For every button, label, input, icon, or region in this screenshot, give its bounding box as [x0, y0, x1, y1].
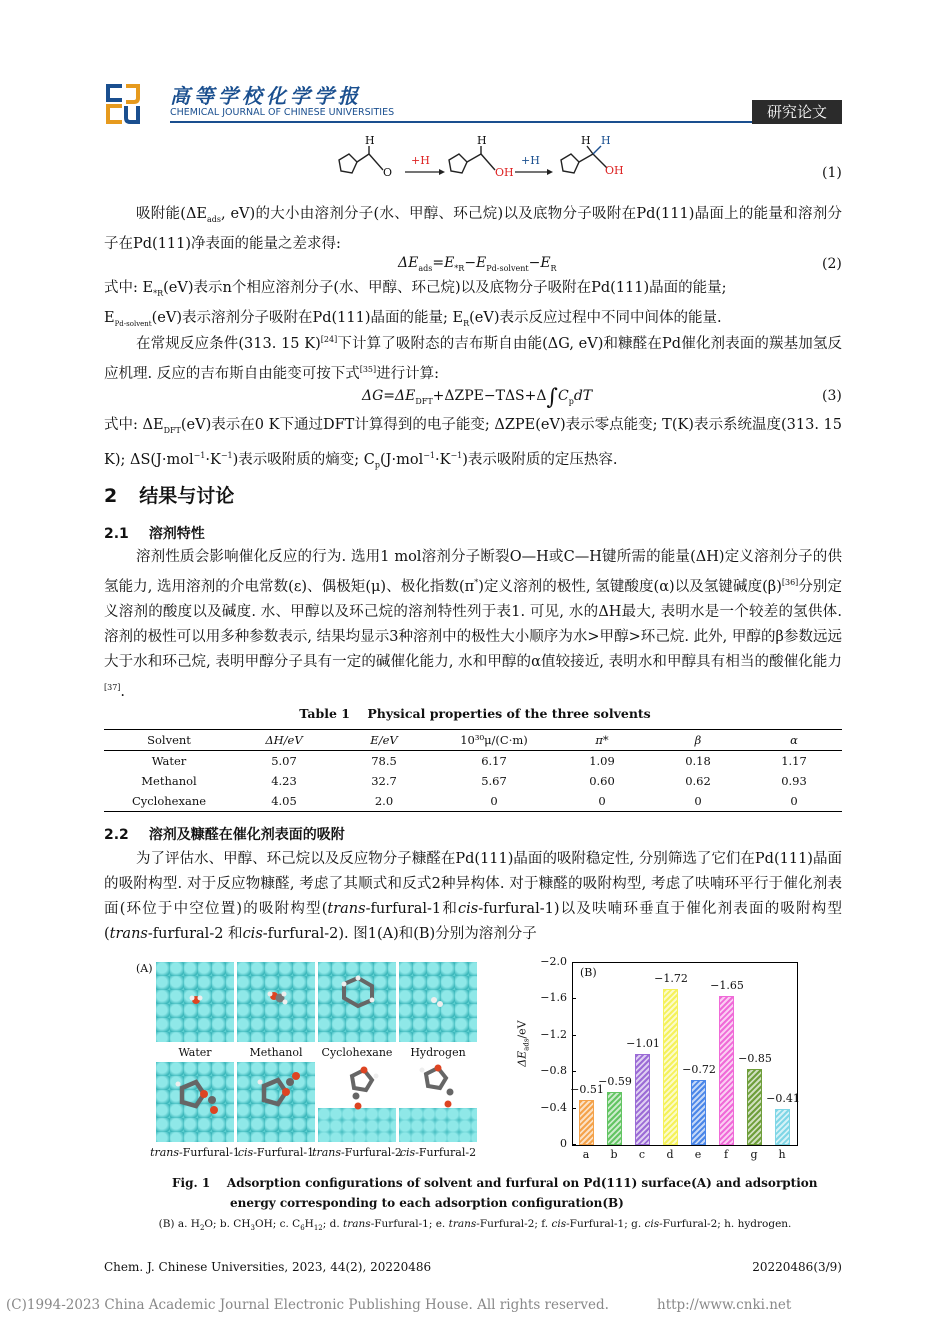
- subsection-heading-2-2: 2.2 溶剂及糠醛在催化剂表面的吸附: [104, 827, 345, 843]
- table-1-caption: Table 1 Physical properties of the three solvents: [299, 706, 651, 721]
- table-cell: 4.05: [271, 794, 297, 808]
- y-tick-label: 0: [560, 1137, 567, 1150]
- scheme-h-blue: H: [601, 134, 611, 147]
- scheme-oh1: OH: [495, 166, 514, 179]
- bar-value-label: −0.41: [766, 1091, 800, 1105]
- figure-1-caption: [172, 1173, 817, 1213]
- equation-number-1: (1): [822, 165, 842, 181]
- x-tick-label: g: [750, 1148, 758, 1161]
- scheme-o: O: [383, 166, 393, 179]
- table-cell: 2.0: [374, 794, 394, 808]
- bar-value-label: −0.72: [682, 1063, 716, 1077]
- table-cell: 6.17: [481, 754, 507, 768]
- table-row: [104, 771, 842, 791]
- label-cis-furfural-1: cis-Furfural-1: [237, 1146, 315, 1159]
- article-type-badge: 研究论文: [752, 100, 842, 124]
- caption-line-2: energy corresponding to each adsorption configuration(B): [230, 1196, 624, 1210]
- label-cyclohexane: Cyclohexane: [321, 1046, 393, 1059]
- x-tick-label: a: [582, 1148, 590, 1161]
- table-header: α: [790, 733, 798, 747]
- y-tick-mark: [572, 1035, 576, 1036]
- label-trans-furfural-2: trans-Furfural-2: [312, 1146, 402, 1159]
- y-tick-label: −0.4: [540, 1100, 567, 1114]
- table-cell: 1.09: [589, 754, 615, 768]
- table-cell: 0: [490, 794, 498, 808]
- table-cell: Cyclohexane: [131, 794, 207, 808]
- footer-citation: Chem. J. Chinese Universities, 2023, 44(2), 20220486: [104, 1260, 432, 1274]
- bar-value-label: −0.51: [570, 1082, 604, 1096]
- scheme-plus-h-1: +H: [411, 154, 430, 167]
- table-cell: 0: [790, 794, 798, 808]
- bar-e: [691, 1080, 706, 1145]
- equation-2: $\Delta E_{ads}=E_{*R}-E_{Pd-solvent}-E_R$: [398, 255, 557, 273]
- bar-value-label: −1.72: [654, 972, 688, 986]
- table-header: ΔH/eV: [265, 733, 303, 747]
- table-header: β: [694, 733, 702, 747]
- panel-a-label: (A): [136, 962, 153, 975]
- bar-h: [775, 1109, 790, 1145]
- watermark-copyright: (C)1994-2023 China Academic Journal Electronic Publishing House. All rights reserved.: [6, 1297, 609, 1313]
- watermark-url[interactable]: http://www.cnki.net: [657, 1297, 792, 1313]
- furfural-molecules: [130, 958, 485, 1163]
- chart-y-axis-title: $\Delta E_{ads}/eV$: [515, 1020, 531, 1067]
- table-1: [104, 729, 842, 812]
- paragraph-solvent-properties: 溶剂性质会影响催化反应的行为. 选用1 mol溶剂分子断裂O—H或C—H键所需的能量(ΔH)定义溶剂分子的供氢能力, 选用溶剂的介电常数(ε)、偶极矩(μ)、极化指数(π*)定义溶剂的极性, 氢键酸度(α)以及氢键碱度(β)[36]分别定义溶剂的酸度以及碱度. 水、甲醇以及环己烷的溶剂特性列于表1. 可见, 水的ΔH最大, 表明水是一个较差的氢供体. 溶剂的极性可以用多种参数表示, 结果均显示3种溶剂中的极性大小顺序为水>甲醇>环己烷. 此外, 甲醇的β参数远远大于水和环己烷, 表明甲醇分子具有一定的碱催化能力, 水和甲醇的α值较接近, 表明水和甲醇具有相当的酸催化能力[37].: [104, 549, 842, 700]
- x-tick-label: c: [638, 1148, 646, 1161]
- paragraph-where-3: 式中: $\Delta E_{DFT}(eV)$表示在0 K下通过DFT计算得到的电子能变; ΔZPE(eV)表示零点能变; T(K)表示系统温度(313. 15 K); $\Delta S(J\cdot mol^{-1}\cdot K^{-1})$表示吸附质的熵变; $C_p(J\cdot mol^{-1}\cdot K^{-1})$表示吸附质的定压热容.: [104, 417, 843, 470]
- journal-logo: [104, 84, 156, 124]
- subsection-heading-2-1: 2.1 溶剂特性: [104, 526, 205, 542]
- scheme-oh2: OH: [605, 164, 624, 177]
- table-cell: 4.23: [271, 774, 297, 788]
- table-cell: 5.07: [271, 754, 297, 768]
- figure-1-note: (B) a. $H_2O$; b. $CH_3OH$; c. $C_6H_{12}$; d. trans-Furfural-1; e. trans-Furfural-2; f. cis-Furfural-1; g. cis-Furfural-2; h. hydrogen.: [158, 1218, 792, 1233]
- label-cis-furfural-2: cis-Furfural-2: [399, 1146, 477, 1159]
- table-cell: Water: [151, 754, 187, 768]
- equation-number-3: (3): [822, 388, 842, 404]
- y-tick-label: −1.6: [540, 991, 567, 1005]
- y-tick-mark: [572, 962, 576, 963]
- label-trans-furfural-1: trans-Furfural-1: [150, 1146, 240, 1159]
- scheme-h1: H: [365, 134, 375, 147]
- bar-value-label: −1.01: [626, 1037, 660, 1051]
- table-cell: 5.67: [481, 774, 507, 788]
- table-cell: 78.5: [371, 754, 397, 768]
- bar-c: [635, 1054, 650, 1145]
- label-hydrogen: Hydrogen: [410, 1046, 466, 1059]
- table-row: [104, 751, 842, 772]
- paragraph-adsorption-energy: 吸附能($\Delta E_{ads}$, eV)的大小由溶剂分子(水、甲醇、环己烷)以及底物分子吸附在Pd(111)晶面上的能量和溶剂分子在Pd(111)净表面的能量之差求得:: [104, 206, 842, 252]
- y-tick-label: −0.8: [540, 1064, 567, 1078]
- journal-title-en: CHEMICAL JOURNAL OF CHINESE UNIVERSITIES: [170, 107, 395, 118]
- table-cell: 32.7: [371, 774, 397, 788]
- table-cell: 0.62: [685, 774, 711, 788]
- x-tick-label: d: [666, 1148, 674, 1161]
- scheme-h2: H: [477, 134, 487, 147]
- label-water: Water: [178, 1046, 212, 1059]
- table-cell: 0.60: [589, 774, 615, 788]
- table-header: Solvent: [147, 733, 191, 747]
- figure-1a: [130, 958, 485, 1163]
- bars-container: [570, 963, 800, 1145]
- journal-title-cn: 高等学校化学学报: [170, 84, 362, 108]
- table-header: E/eV: [370, 733, 398, 747]
- bar-a: [579, 1100, 594, 1145]
- bar-b: [607, 1092, 622, 1145]
- y-tick-mark: [572, 998, 576, 999]
- footer-page: 20220486(3/9): [752, 1260, 842, 1274]
- table-cell: 0.93: [781, 774, 807, 788]
- header-rule: [170, 121, 752, 123]
- y-tick-label: −2.0: [540, 955, 567, 968]
- section-heading-2: 2 结果与讨论: [104, 485, 235, 507]
- table-header: 10³⁰μ/(C·m): [460, 733, 528, 747]
- table-cell: 0: [694, 794, 702, 808]
- table-cell: 0.18: [685, 754, 711, 768]
- y-tick-label: −1.2: [540, 1027, 567, 1041]
- x-tick-label: b: [610, 1148, 618, 1161]
- bar-value-label: −1.65: [710, 978, 744, 992]
- paragraph-gibbs: 在常规反应条件(313. 15 K)[24]下计算了吸附态的吉布斯自由能(ΔG, eV)和糠醛在Pd催化剂表面的羰基加氢反应机理. 反应的吉布斯自由能变可按下式[35]进行计算:: [104, 335, 842, 382]
- x-tick-label: e: [694, 1148, 702, 1161]
- scheme-plus-h-2: +H: [521, 154, 540, 167]
- bar-d: [663, 989, 678, 1145]
- table-cell: 1.17: [781, 754, 807, 768]
- bar-value-label: −0.59: [598, 1075, 632, 1089]
- scheme-h3: H: [581, 134, 591, 147]
- y-tick-mark: [572, 1071, 576, 1072]
- equation-3: $\Delta G=\Delta E_{DFT}+\Delta ZPE-T\Delta S+\Delta\int C_pdT$: [362, 385, 593, 410]
- bar-g: [747, 1069, 762, 1145]
- table-row: [104, 791, 842, 812]
- label-methanol: Methanol: [249, 1046, 303, 1059]
- plot-area: [572, 962, 798, 1146]
- equation-number-2: (2): [822, 256, 842, 272]
- x-tick-label: f: [723, 1148, 729, 1161]
- reaction-scheme: [325, 134, 645, 190]
- x-tick-label: h: [778, 1148, 786, 1161]
- chart-panel-label: (B): [580, 966, 597, 979]
- figure-1b-chart: [510, 954, 810, 1166]
- paragraph-where-2: 式中: $E_{*R}(eV)$表示n个相应溶剂分子(水、甲醇、环己烷)以及底物分子吸附在Pd(111)晶面的能量; $E_{Pd-solvent}(eV)$表示溶剂分子吸附在Pd(111)晶面的能量; $E_R(eV)$表示反应过程中不同中间体的能量.: [104, 280, 727, 328]
- caption-line-1: Fig. 1 Adsorption configurations of solvent and furfural on Pd(111) surface(A) and adsorption: [172, 1176, 818, 1190]
- y-tick-mark: [572, 1108, 576, 1109]
- table-header: π*: [595, 733, 609, 747]
- bar-f: [719, 996, 734, 1145]
- y-tick-mark: [572, 1144, 576, 1145]
- table-cell: Methanol: [141, 774, 197, 788]
- bar-value-label: −0.85: [738, 1051, 772, 1065]
- table-cell: 0: [598, 794, 606, 808]
- paragraph-adsorption: 为了评估水、甲醇、环己烷以及反应物分子糠醛在Pd(111)晶面的吸附稳定性, 分别筛选了它们在Pd(111)晶面的吸附构型. 对于反应物糠醛, 考虑了其顺式和反式2种异构体. 对于糠醛的吸附构型, 考虑了呋喃环平行于催化剂表面(环位于中空位置)的吸附构型(trans-furfural-1和cis-furfural-1)以及呋喃环垂直于催化剂表面的吸附构型(trans-furfural-2 和cis-furfural-2). 图1(A)和(B)分别为溶剂分子: [104, 851, 842, 942]
